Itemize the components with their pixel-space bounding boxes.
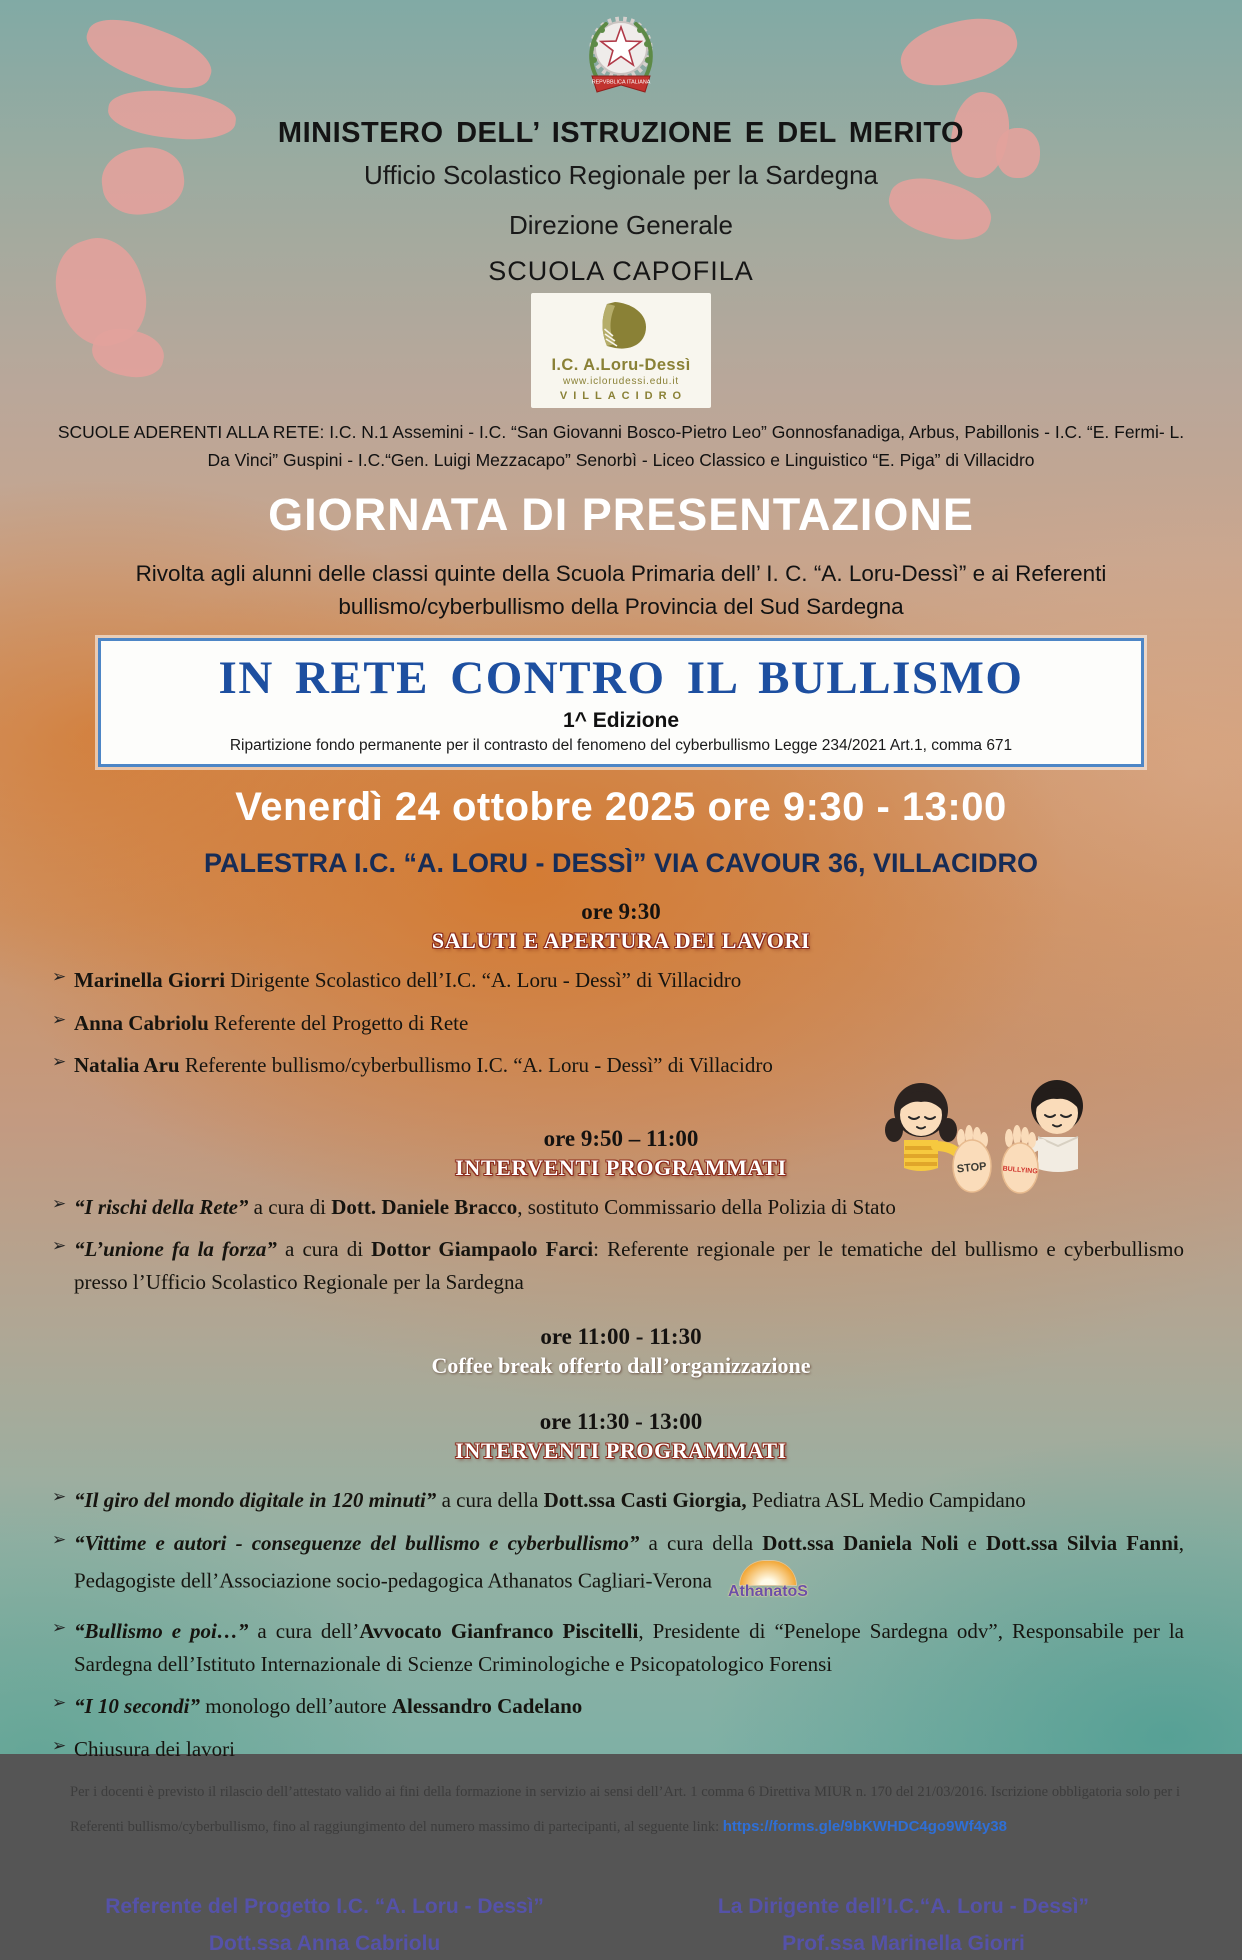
talk-title: “I 10 secondi” bbox=[74, 1694, 200, 1719]
capofila-label: SCUOLA CAPOFILA bbox=[488, 256, 754, 286]
athanatos-logo bbox=[720, 1560, 816, 1606]
speaker-role: Referente del Progetto di Rete bbox=[208, 1010, 469, 1035]
school-logo bbox=[531, 293, 711, 408]
ministry-title: MINISTERO DELL’ ISTRUZIONE E DEL MERITO bbox=[277, 117, 965, 149]
registration-note bbox=[70, 1775, 1180, 1844]
program-item bbox=[0, 1527, 1184, 1605]
session-4-heading: INTERVENTI PROGRAMMATI bbox=[455, 1438, 787, 1464]
edition-label: 1^ Edizione bbox=[562, 709, 680, 733]
coffee-break-heading: Coffee break offerto dall’organizzazione bbox=[431, 1353, 811, 1379]
talk-title: “Il giro del mondo digitale in 120 minuti” bbox=[74, 1488, 437, 1513]
footer-left bbox=[78, 1891, 571, 1960]
session-1-list bbox=[0, 964, 1242, 1082]
bullet-arrow-icon: ➢ bbox=[52, 1009, 67, 1029]
athanatos-label: AthanatoS bbox=[727, 1582, 808, 1600]
program-item bbox=[0, 1007, 1184, 1040]
speaker-name: Dott.ssa Daniela Noli bbox=[762, 1531, 959, 1556]
bullet-arrow-icon: ➢ bbox=[52, 1735, 67, 1755]
school-logo-name: I.C. A.Loru-Dessì bbox=[551, 356, 691, 374]
speaker-role: Referente bullismo/cyberbullismo I.C. “A. Loru - Dessì” di Villacidro bbox=[179, 1053, 773, 1078]
talk-title: “L’unione fa la forza” bbox=[74, 1237, 277, 1262]
program-item bbox=[0, 1233, 1184, 1298]
speaker-name: Avvocato Gianfranco Piscitelli bbox=[359, 1619, 639, 1644]
talk-title: “I rischi della Rete” bbox=[74, 1194, 249, 1219]
school-logo-url: www.iclorudessi.edu.it bbox=[563, 376, 679, 387]
program-item bbox=[0, 1484, 1184, 1517]
talk-text: a cura della bbox=[436, 1488, 544, 1513]
speaker-name: Dott.ssa Silvia Fanni bbox=[986, 1531, 1179, 1556]
session-4-header bbox=[0, 1409, 1242, 1464]
bullet-arrow-icon: ➢ bbox=[52, 1618, 67, 1638]
footer-right-name: Prof.ssa Marinella Giorri bbox=[782, 1932, 1025, 1956]
footer-left-role: Referente del Progetto I.C. “A. Loru - Dessì” bbox=[105, 1894, 544, 1918]
speaker-role: Dirigente Scolastico dell’I.C. “A. Loru - Dessì” di Villacidro bbox=[225, 968, 742, 993]
speaker-name: Natalia Aru bbox=[74, 1053, 180, 1078]
registration-link[interactable]: https://forms.gle/9bKWHDC4go9Wf4y38 bbox=[722, 1818, 1007, 1836]
session-3-time: ore 11:00 - 11:30 bbox=[540, 1324, 702, 1350]
program-item bbox=[0, 1733, 1184, 1766]
italian-republic-emblem-icon bbox=[582, 79, 660, 110]
talk-text: a cura di bbox=[248, 1194, 332, 1219]
session-4-list bbox=[0, 1484, 1242, 1765]
speaker-role: , Presidente di “Penelope Sardegna odv”, Responsabile per la Sardegna dell’Istituto Internazionale di Scienze Criminologiche e Psicopatologico Forensi bbox=[74, 1619, 1184, 1676]
session-1-heading: SALUTI E APERTURA DEI LAVORI bbox=[431, 928, 811, 954]
program-item bbox=[0, 964, 1184, 997]
direction-subtitle: Direzione Generale bbox=[508, 210, 733, 240]
speaker-role: : Referente regionale per le tematiche del bullismo e cyberbullismo presso l’Ufficio Scolastico Regionale per la Sardegna bbox=[74, 1237, 1184, 1294]
main-title-box bbox=[98, 638, 1144, 767]
bullet-arrow-icon: ➢ bbox=[52, 967, 67, 987]
speaker-role: Pediatra ASL Medio Campidano bbox=[746, 1488, 1026, 1513]
footer-right-role: La Dirigente dell’I.C.“A. Loru - Dessì” bbox=[717, 1894, 1089, 1918]
book-logo-icon bbox=[592, 338, 650, 355]
main-title: IN RETE CONTRO IL BULLISMO bbox=[218, 652, 1024, 705]
event-datetime: Venerdì 24 ottobre 2025 ore 9:30 - 13:00 bbox=[235, 785, 1007, 830]
session-2-time: ore 9:50 – 11:00 bbox=[543, 1125, 699, 1151]
session-2-heading: INTERVENTI PROGRAMMATI bbox=[455, 1154, 787, 1180]
session-1-header bbox=[0, 899, 1242, 954]
footer-left-name: Dott.ssa Anna Cabriolu bbox=[208, 1932, 441, 1956]
talk-text: a cura della bbox=[639, 1531, 763, 1556]
poster-header bbox=[0, 0, 1242, 475]
bullet-arrow-icon: ➢ bbox=[52, 1487, 67, 1507]
talk-text: e bbox=[958, 1531, 987, 1556]
bullet-arrow-icon: ➢ bbox=[52, 1052, 67, 1072]
svg-text:REPVBBLICA ITALIANA: REPVBBLICA ITALIANA bbox=[591, 79, 651, 86]
talk-text: monologo dell’autore bbox=[200, 1694, 392, 1719]
stop-bullying-illustration bbox=[880, 1076, 1102, 1228]
bullet-arrow-icon: ➢ bbox=[52, 1530, 67, 1550]
session-3-header bbox=[0, 1324, 1242, 1379]
school-logo-city: VILLACIDRO bbox=[559, 390, 688, 402]
svg-text:BULLYING: BULLYING bbox=[1002, 1165, 1038, 1176]
network-schools-text: SCUOLE ADERENTI ALLA RETE: I.C. N.1 Assemini - I.C. “San Giovanni Bosco-Pietro Leo” Gonnosfanadiga, Arbus, Pabillonis - I.C. “E. Fermi- L. Da Vinci” Guspini - I.C.“Gen. Luigi Mezzacapo” Senorbì - Liceo Classico e Linguistico “E. Piga” di Villacidro bbox=[57, 422, 1185, 471]
footer-right bbox=[657, 1891, 1150, 1960]
speaker-name: Marinella Giorri bbox=[74, 968, 226, 993]
page-title: GIORNATA DI PRESENTAZIONE bbox=[268, 488, 974, 540]
event-venue: PALESTRA I.C. “A. LORU - DESSÌ” VIA CAVOUR 36, VILLACIDRO bbox=[203, 848, 1039, 879]
session-4-time: ore 11:30 - 13:00 bbox=[539, 1409, 703, 1435]
bullet-arrow-icon: ➢ bbox=[52, 1236, 67, 1256]
talk-title: “Vittime e autori - conseguenze del bullismo e cyberbullismo” bbox=[74, 1531, 640, 1556]
program-item bbox=[0, 1690, 1184, 1723]
bullet-arrow-icon: ➢ bbox=[52, 1193, 67, 1213]
speaker-name: Anna Cabriolu bbox=[74, 1010, 209, 1035]
speaker-name: Dott. Daniele Bracco bbox=[331, 1194, 518, 1219]
speaker-name: Dott.ssa Casti Giorgia, bbox=[543, 1488, 747, 1513]
speaker-name: Dottor Giampaolo Farci bbox=[371, 1237, 594, 1262]
talk-text: a cura dell’ bbox=[248, 1619, 360, 1644]
speaker-role: , sostituto Commissario della Polizia di Stato bbox=[517, 1194, 896, 1219]
speaker-role: , Pedagogiste dell’Associazione socio-pedagogica Athanatos Cagliari-Verona bbox=[74, 1531, 1184, 1593]
bullet-arrow-icon: ➢ bbox=[52, 1693, 67, 1713]
audience-text: Rivolta agli alunni delle classi quinte della Scuola Primaria dell’ I. C. “A. Loru-Dessì” e ai Referenti bullismo/cyberbullismo della Provincia del Sud Sardegna bbox=[135, 560, 1107, 620]
signature-footer bbox=[0, 1891, 1242, 1960]
session-1-time: ore 9:30 bbox=[581, 899, 661, 925]
talk-title: “Bullismo e poi…” bbox=[74, 1619, 249, 1644]
svg-text:STOP: STOP bbox=[956, 1160, 988, 1176]
speaker-name: Alessandro Cadelano bbox=[391, 1694, 583, 1719]
closing-label: Chiusura dei lavori bbox=[74, 1736, 235, 1761]
funding-law-text: Ripartizione fondo permanente per il contrasto del fenomeno del cyberbullismo Legge 234/2021 Art.1, comma 671 bbox=[229, 737, 1013, 755]
registration-note-text: Per i docenti è previsto il rilascio dell’attestato valido ai fini della formazione in servizio ai sensi dell’Art. 1 comma 6 Direttiva MIUR n. 170 del 21/03/2016. Iscrizione obbligatoria solo per i Referenti bullismo/cyberbullismo, fino al raggiungimento del numero massimo di partecipanti, al seguente link: bbox=[70, 1784, 1180, 1836]
regional-office-subtitle: Ufficio Scolastico Regionale per la Sardegna bbox=[363, 160, 879, 190]
program-item bbox=[0, 1615, 1184, 1680]
talk-text: a cura di bbox=[276, 1237, 372, 1262]
